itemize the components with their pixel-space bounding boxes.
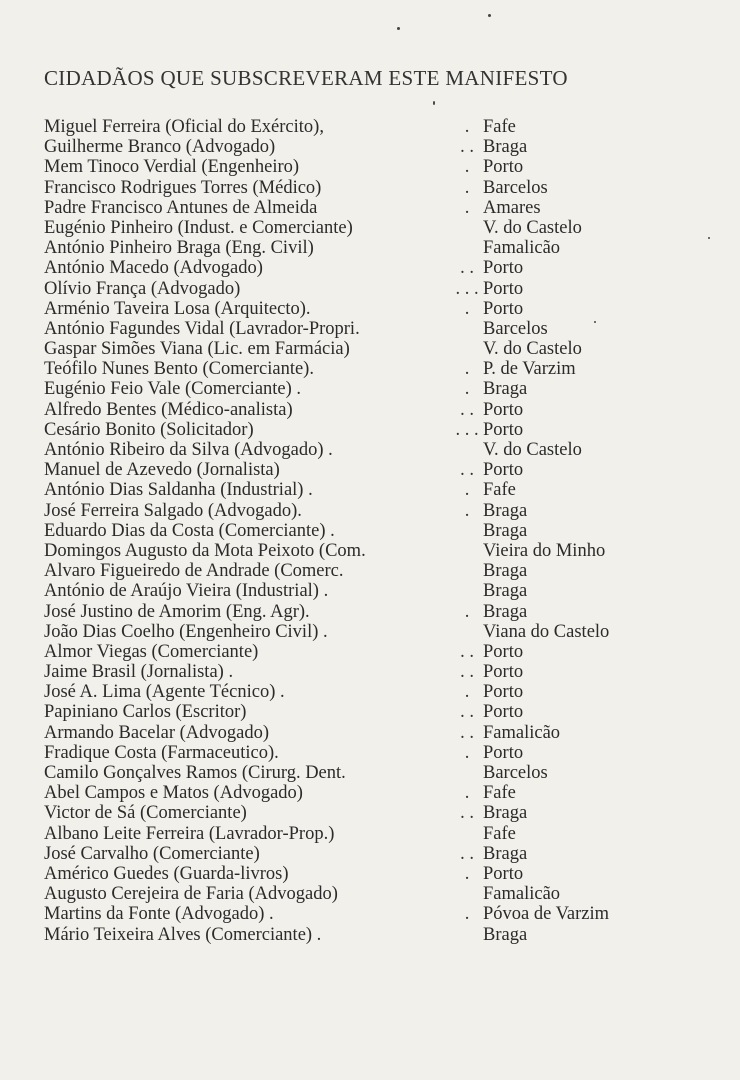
signatory-name: Jaime Brasil (Jornalista) . bbox=[44, 662, 234, 683]
signatory-name: Padre Francisco Antunes de Almeida bbox=[44, 197, 318, 218]
signatory-place: Fafe bbox=[483, 117, 516, 137]
signatory-name: Almor Viegas (Comerciante) bbox=[44, 641, 259, 662]
dot-leader: . . . bbox=[455, 278, 479, 299]
dot-leader: . bbox=[464, 359, 470, 380]
list-item bbox=[44, 541, 704, 561]
signatory-name: Miguel Ferreira (Oficial do Exército), bbox=[44, 117, 324, 137]
signatory-name: António Fagundes Vidal (Lavrador-Propri. bbox=[44, 318, 360, 339]
signatory-place: Amares bbox=[483, 197, 541, 218]
signatory-place: Famalicão bbox=[483, 884, 561, 905]
dot-leader: . bbox=[464, 480, 470, 501]
dot-leader: . . bbox=[460, 641, 474, 662]
list-item bbox=[44, 117, 704, 137]
signatory-place: Porto bbox=[483, 742, 524, 763]
list-item bbox=[44, 743, 704, 763]
signatory-name: José Carvalho (Comerciante) bbox=[44, 843, 260, 864]
list-item bbox=[44, 319, 704, 339]
list-item bbox=[44, 864, 704, 884]
signatory-name: Eugénio Feio Vale (Comerciante) . bbox=[44, 379, 302, 400]
signatory-place: Vieira do Minho bbox=[483, 540, 606, 561]
signatory-name: António Pinheiro Braga (Eng. Civil) bbox=[44, 238, 314, 259]
page-title: CIDADÃOS QUE SUBSCREVERAM ESTE MANIFESTO bbox=[44, 66, 568, 90]
signatory-name: Camilo Gonçalves Ramos (Cirurg. Dent. bbox=[44, 763, 346, 783]
signatory-name: Guilherme Branco (Advogado) bbox=[44, 137, 276, 158]
list-item bbox=[44, 299, 704, 319]
signatory-place: Barcelos bbox=[483, 318, 548, 339]
list-item bbox=[44, 157, 704, 177]
list-item bbox=[44, 480, 704, 500]
dot-leader: . . bbox=[460, 843, 474, 864]
signatory-place: Porto bbox=[483, 662, 524, 683]
signatory-list bbox=[44, 117, 704, 945]
signatory-place: Porto bbox=[483, 278, 524, 299]
signatory-place: Barcelos bbox=[483, 763, 548, 783]
signatory-name: Gaspar Simões Viana (Lic. em Farmácia) bbox=[44, 339, 350, 360]
ink-speck bbox=[433, 101, 435, 105]
list-item bbox=[44, 379, 704, 399]
signatory-place: Braga bbox=[483, 843, 528, 864]
signatory-place: Porto bbox=[483, 399, 524, 420]
signatory-name: António Dias Saldanha (Industrial) . bbox=[44, 480, 313, 501]
dot-leader: . . . bbox=[455, 419, 479, 440]
signatory-name: José Justino de Amorim (Eng. Agr). bbox=[44, 601, 310, 622]
signatory-place: Famalicão bbox=[483, 238, 561, 259]
list-item bbox=[44, 178, 704, 198]
signatory-place: Braga bbox=[483, 803, 528, 824]
signatory-name: Mário Teixeira Alves (Comerciante) . bbox=[44, 924, 322, 945]
signatory-name: Alvaro Figueiredo de Andrade (Comerc. bbox=[44, 561, 344, 582]
signatory-place: Braga bbox=[483, 137, 528, 158]
dot-leader: . . bbox=[460, 399, 474, 420]
list-item bbox=[44, 803, 704, 823]
signatory-place: Barcelos bbox=[483, 177, 548, 198]
signatory-place: Póvoa de Varzim bbox=[483, 904, 610, 925]
list-item bbox=[44, 440, 704, 460]
signatory-name: António Macedo (Advogado) bbox=[44, 258, 263, 279]
dot-leader: . . bbox=[460, 258, 474, 279]
dot-leader: . bbox=[464, 177, 470, 198]
signatory-place: Viana do Castelo bbox=[483, 621, 610, 642]
list-item bbox=[44, 884, 704, 904]
dot-leader: . bbox=[464, 783, 470, 804]
signatory-place: Braga bbox=[483, 379, 528, 400]
signatory-name: Cesário Bonito (Solicitador) bbox=[44, 419, 254, 440]
list-item bbox=[44, 339, 704, 359]
list-item bbox=[44, 763, 704, 783]
signatory-name: Domingos Augusto da Mota Peixoto (Com. bbox=[44, 540, 366, 561]
signatory-name: João Dias Coelho (Engenheiro Civil) . bbox=[44, 621, 328, 642]
signatory-place: V. do Castelo bbox=[483, 440, 582, 460]
dot-leader: . . bbox=[460, 803, 474, 824]
dot-leader: . bbox=[464, 904, 470, 925]
ink-speck bbox=[397, 27, 400, 30]
signatory-place: V. do Castelo bbox=[483, 217, 582, 238]
signatory-place: Braga bbox=[483, 520, 528, 541]
dot-leader: . bbox=[464, 682, 470, 703]
signatory-place: Porto bbox=[483, 641, 524, 662]
signatory-place: Fafe bbox=[483, 823, 516, 844]
ink-speck bbox=[708, 237, 710, 239]
list-item bbox=[44, 420, 704, 440]
dot-leader: . . bbox=[460, 137, 474, 158]
signatory-name: Papiniano Carlos (Escritor) bbox=[44, 702, 247, 723]
signatory-place: Fafe bbox=[483, 480, 516, 501]
list-item bbox=[44, 218, 704, 238]
signatory-place: Fafe bbox=[483, 783, 516, 804]
signatory-name: António Ribeiro da Silva (Advogado) . bbox=[44, 440, 333, 460]
list-item bbox=[44, 279, 704, 299]
list-item bbox=[44, 682, 704, 702]
signatory-name: Américo Guedes (Guarda-livros) bbox=[44, 863, 289, 884]
list-item bbox=[44, 602, 704, 622]
dot-leader: . bbox=[464, 742, 470, 763]
dot-leader: . . bbox=[460, 460, 474, 481]
signatory-name: José A. Lima (Agente Técnico) . bbox=[44, 682, 285, 703]
signatory-place: Porto bbox=[483, 682, 524, 703]
list-item bbox=[44, 702, 704, 722]
signatory-place: Braga bbox=[483, 581, 528, 602]
list-item bbox=[44, 783, 704, 803]
list-item bbox=[44, 723, 704, 743]
signatory-name: Olívio França (Advogado) bbox=[44, 278, 241, 299]
signatory-name: José Ferreira Salgado (Advogado). bbox=[44, 500, 302, 521]
dot-leader: . bbox=[464, 197, 470, 218]
list-item bbox=[44, 258, 704, 278]
signatory-name: Armando Bacelar (Advogado) bbox=[44, 722, 269, 743]
list-item bbox=[44, 824, 704, 844]
signatory-place: Porto bbox=[483, 258, 524, 279]
dot-leader: . bbox=[464, 117, 470, 137]
list-item bbox=[44, 561, 704, 581]
signatory-place: Porto bbox=[483, 298, 524, 319]
dot-leader: . . bbox=[460, 722, 474, 743]
dot-leader: . . bbox=[460, 662, 474, 683]
signatory-place: Porto bbox=[483, 419, 524, 440]
dot-leader: . bbox=[464, 379, 470, 400]
list-item bbox=[44, 359, 704, 379]
signatory-name: Eugénio Pinheiro (Indust. e Comerciante) bbox=[44, 217, 353, 238]
list-item bbox=[44, 198, 704, 218]
signatory-name: Mem Tinoco Verdial (Engenheiro) bbox=[44, 157, 300, 178]
signatory-place: Porto bbox=[483, 157, 524, 178]
dot-leader: . bbox=[464, 863, 470, 884]
list-item bbox=[44, 581, 704, 601]
signatory-name: Augusto Cerejeira de Faria (Advogado) bbox=[44, 884, 338, 905]
signatory-place: Porto bbox=[483, 460, 524, 481]
list-item bbox=[44, 844, 704, 864]
signatory-place: V. do Castelo bbox=[483, 339, 582, 360]
signatory-place: P. de Varzim bbox=[483, 359, 576, 380]
dot-leader: . bbox=[464, 157, 470, 178]
list-item bbox=[44, 904, 704, 924]
list-item bbox=[44, 521, 704, 541]
signatory-name: Fradique Costa (Farmaceutico). bbox=[44, 742, 279, 763]
list-item bbox=[44, 925, 704, 945]
signatory-name: Albano Leite Ferreira (Lavrador-Prop.) bbox=[44, 823, 335, 844]
signatory-place: Famalicão bbox=[483, 722, 561, 743]
signatory-name: Teófilo Nunes Bento (Comerciante). bbox=[44, 359, 314, 380]
signatory-name: António de Araújo Vieira (Industrial) . bbox=[44, 581, 329, 602]
signatory-place: Porto bbox=[483, 702, 524, 723]
list-item bbox=[44, 460, 704, 480]
signatory-place: Braga bbox=[483, 924, 528, 945]
list-item bbox=[44, 622, 704, 642]
list-item bbox=[44, 662, 704, 682]
list-item bbox=[44, 137, 704, 157]
dot-leader: . bbox=[464, 298, 470, 319]
signatory-name: Victor de Sá (Comerciante) bbox=[44, 803, 247, 824]
dot-leader: . bbox=[464, 601, 470, 622]
signatory-name: Arménio Taveira Losa (Arquitecto). bbox=[44, 298, 311, 319]
signatory-place: Porto bbox=[483, 863, 524, 884]
signatory-name: Manuel de Azevedo (Jornalista) bbox=[44, 460, 280, 481]
signatory-place: Braga bbox=[483, 500, 528, 521]
list-item bbox=[44, 501, 704, 521]
list-item bbox=[44, 642, 704, 662]
signatory-name: Alfredo Bentes (Médico-analista) bbox=[44, 399, 293, 420]
ink-speck bbox=[488, 14, 491, 17]
list-item bbox=[44, 238, 704, 258]
dot-leader: . bbox=[464, 500, 470, 521]
signatory-place: Braga bbox=[483, 561, 528, 582]
signatory-name: Abel Campos e Matos (Advogado) bbox=[44, 783, 303, 804]
signatory-name: Francisco Rodrigues Torres (Médico) bbox=[44, 177, 322, 198]
signatory-name: Martins da Fonte (Advogado) . bbox=[44, 904, 274, 925]
dot-leader: . . bbox=[460, 702, 474, 723]
signatory-name: Eduardo Dias da Costa (Comerciante) . bbox=[44, 520, 335, 541]
signatory-place: Braga bbox=[483, 601, 528, 622]
list-item bbox=[44, 400, 704, 420]
